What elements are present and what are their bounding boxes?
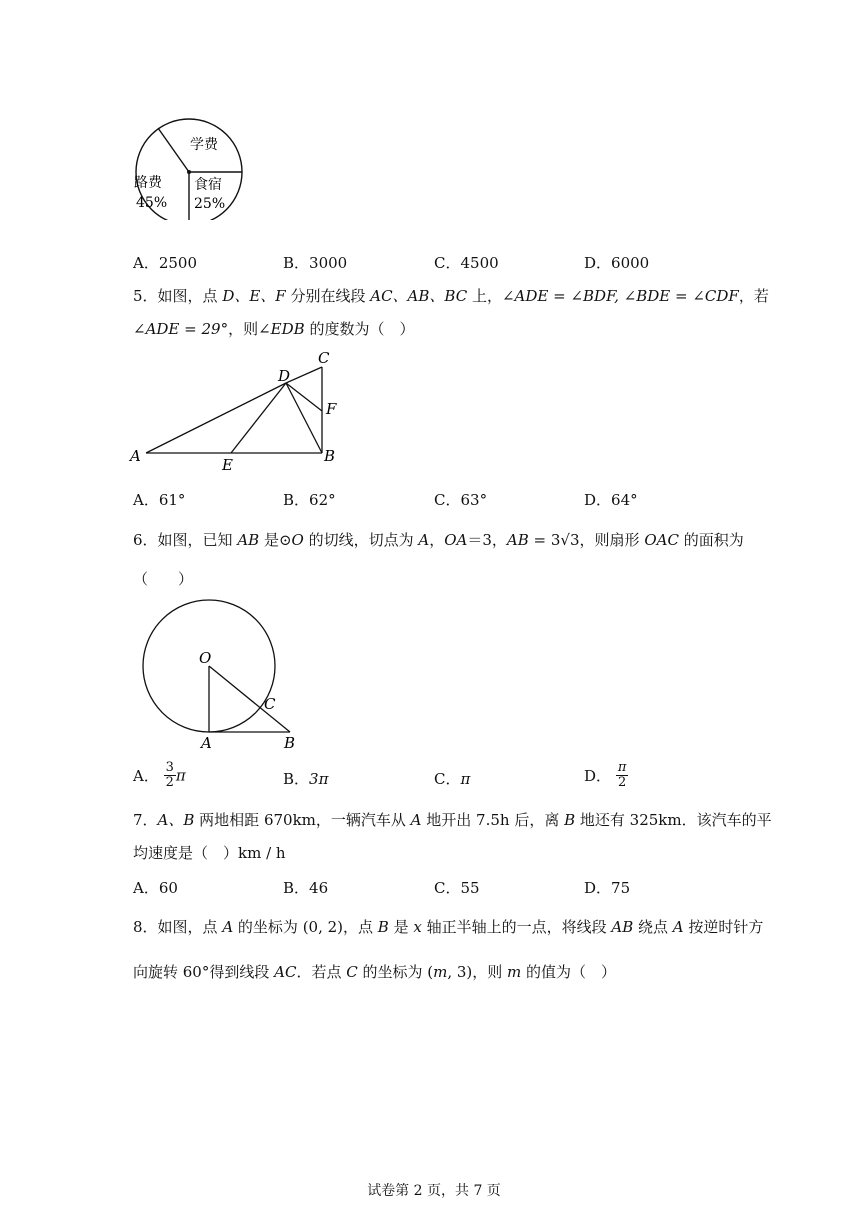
q6-question-line-1: 6．如图，已知 AB 是⊙O 的切线，切点为 A，OA＝3，AB = 3√3，则扇形 OAC 的面积为 xyxy=(133,531,744,549)
q5-option-c[interactable]: C．63° xyxy=(434,491,488,509)
q7-option-d[interactable]: D．75 xyxy=(584,879,631,897)
q7-question-line-2: 均速度是（ ）km / h xyxy=(133,844,286,862)
q5-label-d: D xyxy=(278,367,291,385)
q6-option-d[interactable]: D． $\frac{\pi}{2}$ xyxy=(584,760,627,790)
q6-label-o: O xyxy=(199,649,212,667)
q6-option-d-fraction: $\frac{\pi}{2}$ xyxy=(617,760,627,790)
q5-triangle-figure xyxy=(128,345,348,475)
q7-question-line-1: 7．A、B 两地相距 670km，一辆汽车从 A 地开出 7.5h 后，离 B 地还有 325km．该汽车的平 xyxy=(133,811,772,829)
q6-label-c: C xyxy=(264,695,276,713)
pie-percent-food: 25% xyxy=(194,196,226,212)
q7-option-c[interactable]: C．55 xyxy=(434,879,480,897)
pie-label-food: 食宿 xyxy=(194,177,222,193)
pie-label-travel: 路费 xyxy=(134,175,162,191)
q5-question-line-1: 5．如图，点 D、E、F 分别在线段 AC、AB、BC 上，∠ADE = ∠BDF, ∠BDE = ∠CDF，若 xyxy=(133,287,769,305)
q5-option-a[interactable]: A．61° xyxy=(133,491,186,509)
page-footer: 试卷第 2 页，共 7 页 xyxy=(367,1183,501,1199)
q6-question-line-2: （ ） xyxy=(133,570,194,588)
q5-question-line-2: ∠ADE = 29°，则∠EDB 的度数为（ ） xyxy=(133,320,415,338)
q6-option-c[interactable]: C．π xyxy=(434,770,471,788)
pie-center xyxy=(187,170,191,174)
pie-chart xyxy=(128,115,248,220)
q6-label-b: B xyxy=(284,734,296,752)
q6-option-a[interactable]: A． $\frac{3}{2}$ π xyxy=(133,760,186,790)
q6-circle-figure xyxy=(128,595,308,755)
q5-label-b: B xyxy=(324,447,336,465)
q8-question-line-1: 8．如图，点 A 的坐标为 (0, 2)，点 B 是 x 轴正半轴上的一点，将线段 AB 绕点 A 按逆时针方 xyxy=(133,918,764,936)
q4-option-b[interactable]: B．3000 xyxy=(283,254,348,272)
q6-option-b[interactable]: B．3π xyxy=(283,770,329,788)
q5-option-d[interactable]: D．64° xyxy=(584,491,638,509)
q7-option-b[interactable]: B．46 xyxy=(283,879,329,897)
q6-label-a: A xyxy=(201,734,212,752)
q6-option-a-fraction: $\frac{3}{2}$ xyxy=(165,760,174,790)
pie-divider-1 xyxy=(158,128,189,172)
q5-label-a: A xyxy=(130,447,141,465)
pie-label-tuition: 学费 xyxy=(190,137,218,153)
pie-percent-travel: 45% xyxy=(136,195,168,211)
q5-label-f: F xyxy=(326,400,337,418)
q4-option-d[interactable]: D．6000 xyxy=(584,254,650,272)
q8-question-line-2: 向旋转 60°得到线段 AC．若点 C 的坐标为 (m, 3)，则 m 的值为（ ） xyxy=(133,963,617,981)
q4-option-c[interactable]: C．4500 xyxy=(434,254,499,272)
q5-label-e: E xyxy=(222,456,233,474)
q4-option-a[interactable]: A．2500 xyxy=(133,254,198,272)
q7-option-a[interactable]: A．60 xyxy=(133,879,178,897)
q5-label-c: C xyxy=(318,349,330,367)
q5-option-b[interactable]: B．62° xyxy=(283,491,336,509)
